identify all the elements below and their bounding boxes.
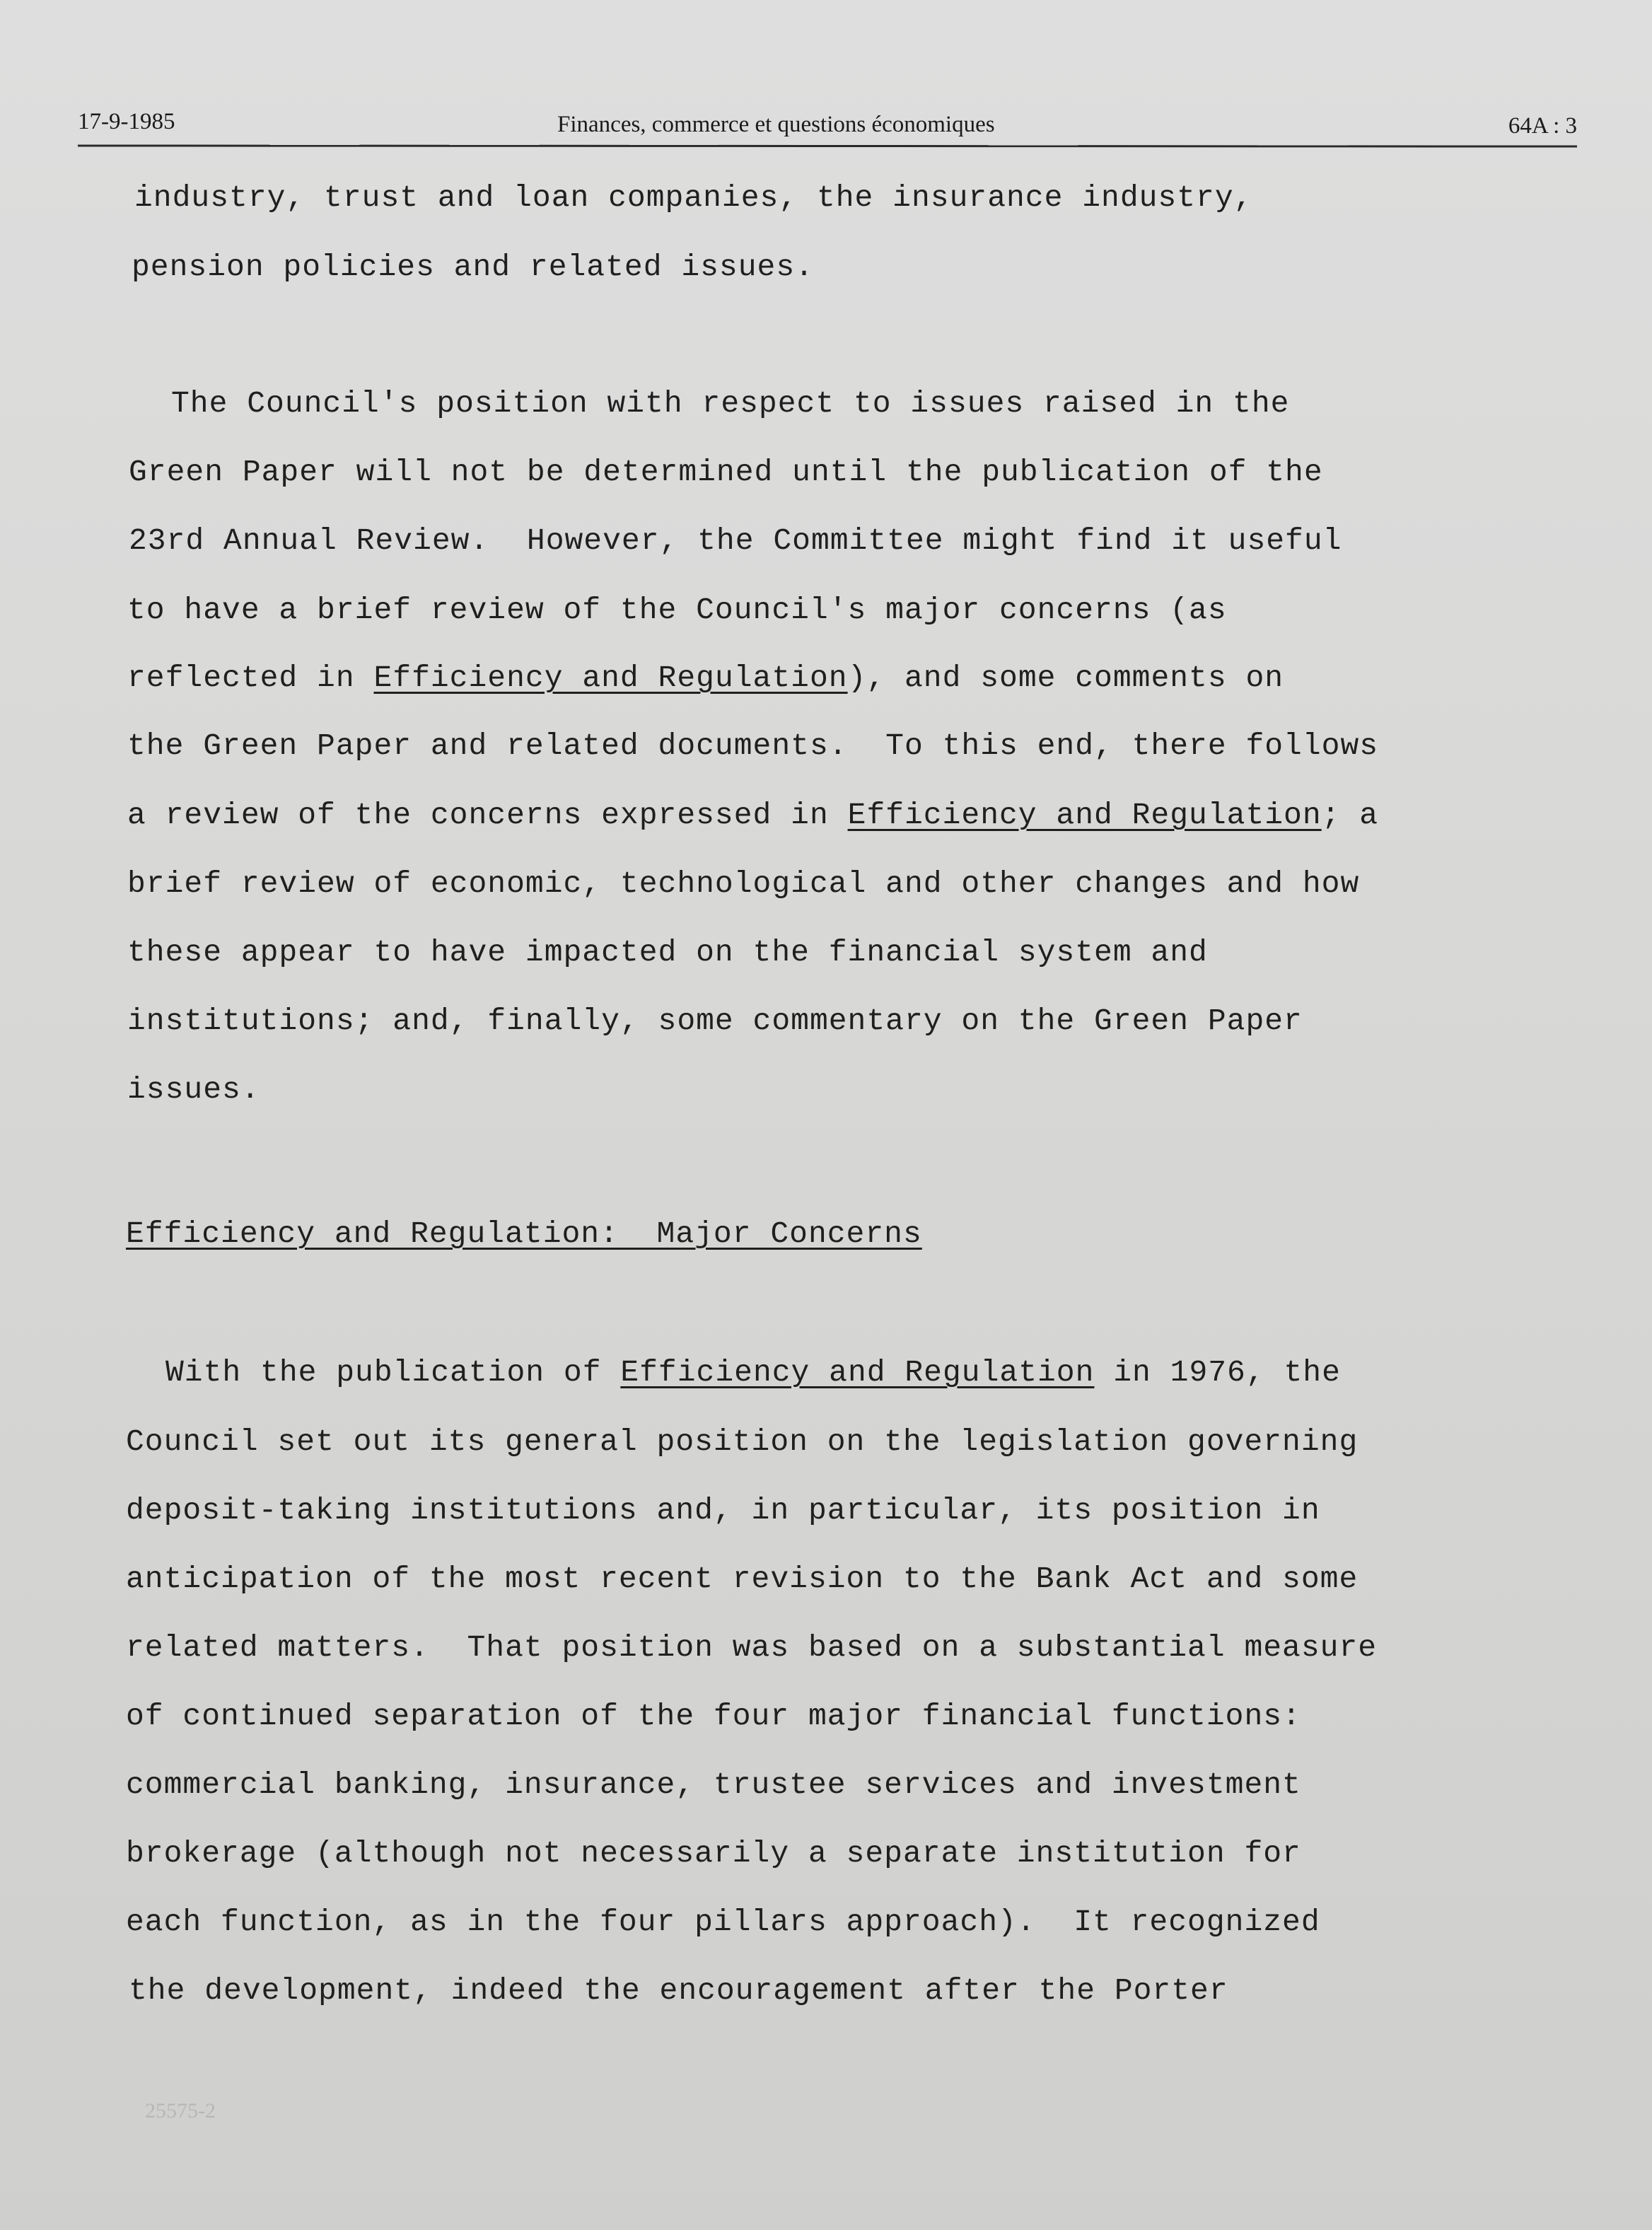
text-line: of continued separation of the four major financial functions:: [126, 1699, 1301, 1734]
text-run: a review of the concerns expressed in: [127, 798, 848, 832]
header-page-number: 64A : 3: [1508, 113, 1577, 139]
text-line: anticipation of the most recent revision to the Bank Act and some: [126, 1562, 1359, 1596]
underlined-title: Efficiency and Regulation: [373, 661, 848, 695]
text-line: industry, trust and loan companies, the insurance industry,: [134, 180, 1253, 215]
footer-code: 25575-2: [145, 2099, 216, 2122]
text-run: reflected in: [127, 661, 374, 695]
text-line: Green Paper will not be determined until the publication of the: [129, 455, 1323, 489]
underlined-title: Efficiency and Regulation: [620, 1355, 1095, 1390]
text-line: Council set out its general position on the legislation governing: [126, 1424, 1359, 1459]
text-line: brief review of economic, technological and other changes and how: [127, 866, 1360, 901]
text-line: 23rd Annual Review. However, the Committee might find it useful: [129, 523, 1342, 558]
text-run: in 1976, the: [1094, 1355, 1341, 1390]
text-line: each function, as in the four pillars approach). It recognized: [126, 1905, 1320, 1939]
text-line: The Council's position with respect to issues raised in the: [171, 386, 1290, 421]
text-run: ; a: [1321, 798, 1379, 832]
text-line: commercial banking, insurance, trustee services and investment: [126, 1767, 1301, 1802]
text-line: deposit-taking institutions and, in particular, its position in: [126, 1493, 1320, 1528]
text-run: ), and some comments on: [847, 661, 1284, 695]
text-line: to have a brief review of the Council's major concerns (as: [127, 593, 1227, 627]
text-line: issues.: [127, 1072, 260, 1107]
text-line: [165, 1355, 1341, 1390]
text-line: related matters. That position was based on a substantial measure: [126, 1630, 1378, 1665]
text-run: With the publication of: [165, 1355, 621, 1390]
page-header: [78, 106, 1577, 149]
text-line: institutions; and, finally, some commentary on the Green Paper: [127, 1004, 1303, 1038]
header-date: 17-9-1985: [78, 109, 175, 134]
text-line: brokerage (although not necessarily a separate institution for: [126, 1836, 1301, 1871]
text-line: the development, indeed the encouragement after the Porter: [129, 1973, 1228, 2008]
text-line: [127, 798, 1378, 832]
underlined-title: Efficiency and Regulation: [847, 798, 1322, 832]
text-line: the Green Paper and related documents. To this end, there follows: [127, 728, 1379, 763]
section-heading: Efficiency and Regulation: Major Concerns: [126, 1216, 922, 1251]
text-line: these appear to have impacted on the financial system and: [127, 935, 1208, 970]
text-line: pension policies and related issues.: [132, 250, 814, 284]
header-title: Finances, commerce et questions économiques: [557, 112, 995, 137]
text-line: [127, 661, 1284, 695]
